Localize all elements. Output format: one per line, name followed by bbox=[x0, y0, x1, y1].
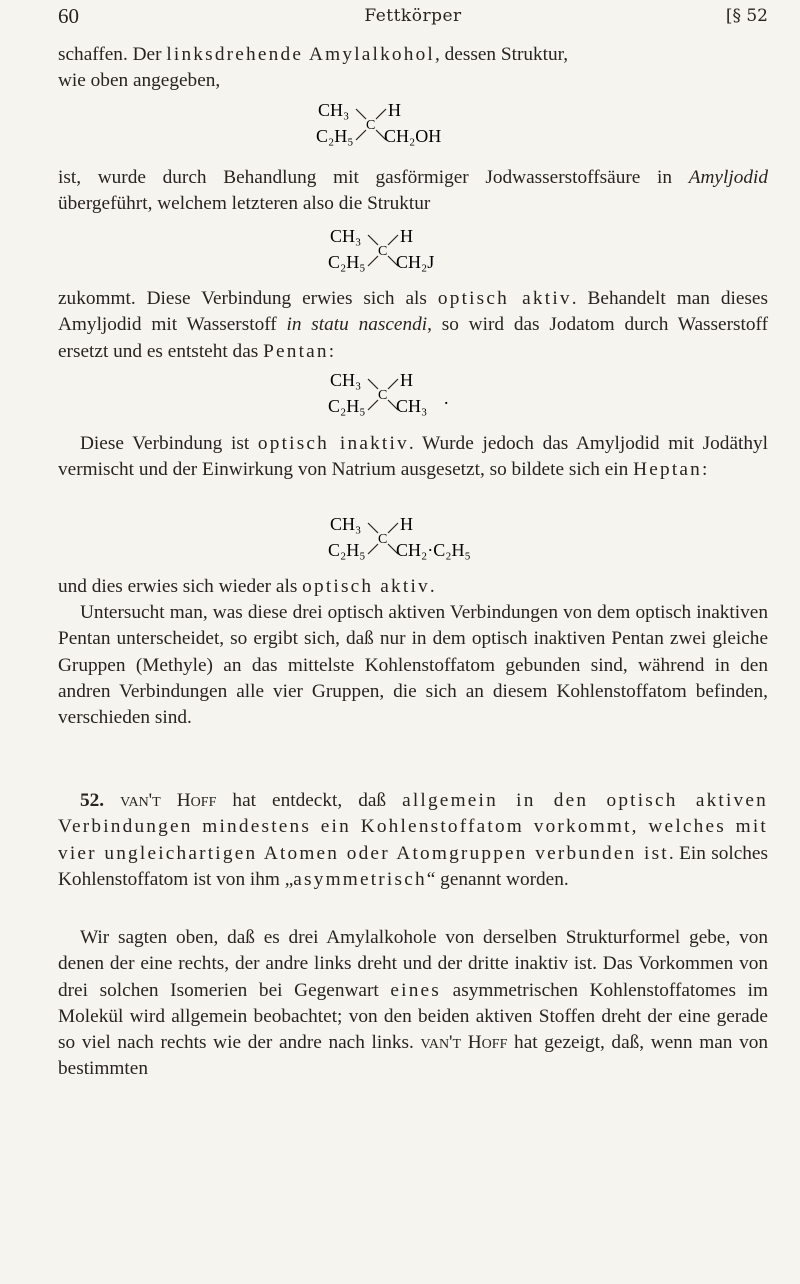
paragraph-1: schaffen. Der linksdrehende Amylalkohol, dessen Struktur, wie oben angegeben, bbox=[58, 44, 569, 92]
paragraph-4: Diese Verbindung ist optisch inaktiv. Wurde jedoch das Amyljodid mit Jodäthyl vermischt und der Einwirkung von Natrium ausgesetzt, so bildete sich ein Heptan: bbox=[58, 433, 768, 481]
formula-center-carbon: C bbox=[378, 532, 388, 547]
bond-line bbox=[388, 379, 398, 389]
paragraph-8: Wir sagten oben, daß es drei Amylalkohole von derselben Strukturformel gebe, von denen der eine rechts, der andre links dreht und der dritte inaktiv ist. Das Vorkommen von drei solchen Isomerien bei Gegenwart eines asymmetrischen Kohlenstoffatomes im Molekül wird allgemein beobachtet; von den beiden aktiven Stoffen dreht der eine gerade so viel nach rechts wie der andre nach links. van't Hoff hat gezeigt, daß, wenn man von bestimmten bbox=[58, 927, 768, 1080]
formula-end-mark: . bbox=[444, 388, 449, 408]
bond-line bbox=[356, 130, 366, 140]
term-in-statu-nascendi: in statu nascendi bbox=[286, 314, 428, 336]
bond-line bbox=[388, 235, 398, 245]
emphasis-heptan: Heptan bbox=[633, 459, 702, 481]
emphasis-pentan: Pentan bbox=[263, 340, 329, 362]
formula-top-left: CH₃ bbox=[330, 514, 362, 534]
structural-formula bbox=[330, 366, 530, 422]
formula-top-right: H bbox=[400, 514, 413, 534]
emphasis-asymmetrisch: asymmetrisch bbox=[293, 868, 427, 890]
formula-amyljodid bbox=[330, 222, 530, 278]
bond-line bbox=[368, 379, 378, 389]
author-vant-hoff: van't Hoff bbox=[120, 790, 217, 811]
formula-pentan bbox=[330, 366, 530, 422]
paragraph-3: zukommt. Diese Verbindung erwies sich als optisch aktiv. Behandelt man dieses Amyljodid mit Wasserstoff in statu nascendi, so wird das Jodatom durch Wasserstoff ersetzt und es entsteht das Pentan: bbox=[58, 288, 768, 362]
bond-line bbox=[356, 109, 366, 119]
emphasis-optisch-aktiv: optisch aktiv bbox=[437, 288, 572, 309]
emphasis-eines: eines bbox=[390, 979, 442, 1001]
formula-bottom-right: CH₂OH bbox=[384, 126, 442, 146]
paragraph-7-section-52: 52. van't Hoff hat entdeckt, daß allgemein in den optisch aktiven Verbindungen mindestens ein Kohlenstoffatom vorkommt, welches mit vier ungleichartigen Atomen oder Atomgruppen verbunden ist. Ein solches Kohlenstoffatom ist von ihm „asymmetrisch“ genannt worden. bbox=[58, 790, 768, 890]
page-number: 60 bbox=[58, 4, 79, 28]
bond-line bbox=[368, 235, 378, 245]
formula-bottom-left: C₂H₅ bbox=[328, 396, 366, 416]
formula-top-right: H bbox=[388, 100, 401, 120]
term-amyljodid: Amyljodid bbox=[688, 167, 768, 188]
section-number: 52. bbox=[80, 790, 105, 811]
structural-formula bbox=[330, 510, 560, 566]
formula-amylalkohol bbox=[318, 96, 518, 152]
formula-center-carbon: C bbox=[378, 388, 388, 403]
formula-bottom-right: CH₂J bbox=[396, 252, 435, 272]
formula-bottom-right: CH₃ bbox=[396, 396, 428, 416]
formula-bottom-left: C₂H₅ bbox=[316, 126, 354, 146]
formula-top-right: H bbox=[400, 226, 413, 246]
bond-line bbox=[368, 400, 378, 410]
structural-formula bbox=[330, 222, 530, 278]
formula-center-carbon: C bbox=[378, 244, 388, 259]
structural-formula bbox=[318, 96, 518, 152]
paragraph-2: ist, wurde durch Behandlung mit gasförmiger Jodwasserstoffsäure in Amyljodid übergeführt, welchem letzteren also die Struktur bbox=[58, 167, 768, 215]
emphasis-linksdrehende: linksdrehende Amylalkohol bbox=[166, 44, 435, 65]
page-header bbox=[58, 4, 768, 34]
bond-line bbox=[368, 256, 378, 266]
formula-top-left: CH₃ bbox=[318, 100, 350, 120]
section-marker: [§ 52 bbox=[725, 6, 768, 26]
bond-line bbox=[368, 544, 378, 554]
paragraph-5: und dies erwies sich wieder als optisch aktiv. bbox=[58, 576, 435, 597]
formula-bottom-left: C₂H₅ bbox=[328, 252, 366, 272]
emphasis-optisch-inaktiv: optisch inaktiv bbox=[257, 433, 409, 454]
formula-bottom-right: CH₂·C₂H₅ bbox=[396, 540, 471, 560]
formula-top-left: CH₃ bbox=[330, 226, 362, 246]
formula-heptan bbox=[330, 510, 560, 566]
bond-line bbox=[368, 523, 378, 533]
bond-line bbox=[376, 109, 386, 119]
formula-center-carbon: C bbox=[366, 118, 376, 133]
emphasis-optisch-aktiv-2: optisch aktiv bbox=[302, 576, 430, 597]
formula-top-left: CH₃ bbox=[330, 370, 362, 390]
formula-top-right: H bbox=[400, 370, 413, 390]
formula-bottom-left: C₂H₅ bbox=[328, 540, 366, 560]
running-title: Fettkörper bbox=[364, 6, 462, 26]
bond-line bbox=[388, 523, 398, 533]
author-vant-hoff-2: van't Hoff bbox=[420, 1032, 508, 1054]
paragraph-6: Untersucht man, was diese drei optisch aktiven Verbindungen von dem optisch inaktiven Pentan unterscheidet, so ergibt sich, daß nur in dem optisch inaktiven Pentan zwei gleiche Gruppen (Methyle) an das mittelste Kohlenstoffatom gebunden sind, während in den andren Verbindungen alle vier Gruppen, die sich an diesem Kohlenstoffatom befinden, verschieden sind. bbox=[58, 602, 768, 729]
emphasis-rule: allgemein in den optisch aktiven Verbindungen mindestens ein Kohlenstoffatom vorkommt, welches mit vier ungleichartigen Atomen oder Atomgruppen verbunden ist bbox=[58, 790, 768, 864]
